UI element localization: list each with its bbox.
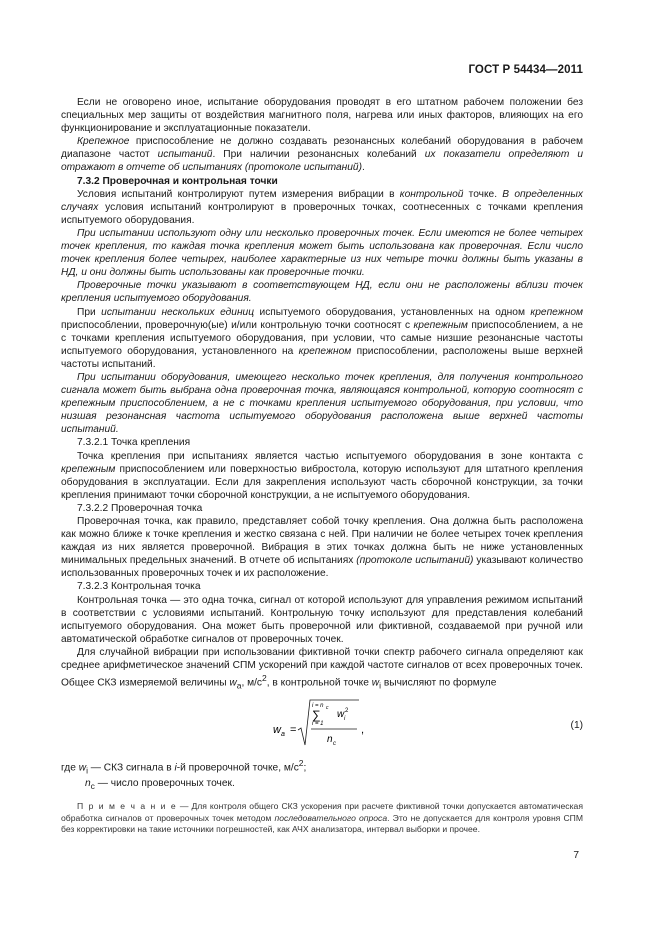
paragraph bbox=[61, 188, 583, 227]
paragraph-italic: При испытании оборудования, имеющего несколько точек крепления, для получения контрольного сигнала может быть выбрана одна проверочная точка, являющаяся контрольной, которую соотносят с крепежным приспособлением, а не с точками крепления испытуемого оборудования, при условии, что низшая резонансная частота испытуемого оборудования расположена выше верхней частоты испытаний. bbox=[61, 371, 583, 436]
italic-text: крепежном bbox=[530, 306, 583, 318]
subscript: a bbox=[236, 680, 242, 691]
text-run: где bbox=[61, 762, 79, 774]
text-run: испытуемого оборудования, установленных на одном bbox=[254, 306, 531, 318]
text-run: приспособлением или поверхностью вибростола, которую используют для штатного крепления оборудования в эксплуатации. Если для закрепления используют часть сборочной конструкции, за точки крепления принимают точки сборочной конструкции, а не испытуемого оборудования. bbox=[61, 463, 583, 501]
italic-text: n bbox=[85, 778, 91, 790]
text-run: Проверочная точка, как правило, представляет собой точку крепления. Она должна быть расположена как можно ближе к точке крепления и жестко связана с ней. При наличии не более четырех точек крепления каждая из них является проверочной. Вибрация в этих точках должна быть не ниже установленных минимальных предельных значений. В отчете об испытаниях bbox=[61, 516, 583, 567]
section-heading-7-3-2: 7.3.2 Проверочная и контрольная точки bbox=[77, 175, 278, 187]
paragraph bbox=[61, 450, 583, 502]
text-run: . bbox=[361, 162, 365, 174]
text-run: ; bbox=[303, 762, 307, 774]
formula-number: (1) bbox=[570, 719, 583, 731]
italic-text: испытании нескольких единиц bbox=[101, 306, 255, 318]
formula-lhs: w bbox=[273, 723, 281, 736]
italic-text: w bbox=[371, 677, 380, 689]
italic-text: i bbox=[174, 762, 177, 774]
note-block bbox=[61, 801, 583, 835]
sum-upper-limit: i = n bbox=[312, 702, 324, 709]
superscript: 2 bbox=[262, 673, 267, 684]
italic-text: w bbox=[78, 762, 87, 774]
italic-text: (протоколе испытаний) bbox=[356, 555, 474, 567]
text-run: Условия испытаний контролируют путем измерения вибрации в bbox=[77, 188, 400, 200]
sum-term-sub: i bbox=[344, 715, 346, 722]
text-run: — Для контроля общего СКЗ ускорения при расчете фиктивной точки допускается автоматическая обработка сигналов от проверочных точек методом bbox=[61, 801, 583, 823]
italic-text: их показатели определяют и отражают в отчете об испытаниях (протоколе испытаний) bbox=[61, 149, 583, 174]
text-run: приспособлении, расположены выше верхней частоты испытаний. bbox=[61, 345, 583, 370]
subscript: i bbox=[379, 680, 381, 691]
italic-text: В определенных случаях bbox=[61, 188, 584, 213]
sum-term: w bbox=[337, 708, 345, 720]
text-run: , в контрольной точке bbox=[266, 677, 372, 689]
legend-line bbox=[61, 757, 583, 778]
italic-text: Крепежное bbox=[77, 136, 130, 148]
denominator: n bbox=[327, 733, 333, 745]
sum-term-sup: 2 bbox=[345, 707, 349, 714]
text-run: -й проверочной точке, м/с bbox=[176, 762, 299, 774]
sum-lower-limit: i = 1 bbox=[312, 720, 324, 727]
text-run: условия испытаний контролируют в проверочных точках, соотнесенных с точками крепления испытуемого оборудования. bbox=[61, 201, 583, 226]
section-heading-7-3-2-1: 7.3.2.1 Точка крепления bbox=[77, 437, 191, 449]
italic-text: контрольной bbox=[399, 188, 464, 200]
text-run: Для случайной вибрации при использовании фиктивной точки спектр рабочего сигнала определяют как среднее арифметическое значений СПМ ускорений при каждой частоте сигналов от всех проверочных точек. Общее СКЗ измеряемой величины bbox=[61, 646, 583, 689]
text-run: . При наличии резонансных колебаний bbox=[212, 149, 425, 161]
text-run: указывают количество использованных проверочных точек и их расположение. bbox=[61, 555, 584, 580]
text-run: приспособлением, а не с точками крепления испытуемого оборудования, при условии, что самые низшие резонансные частоты испытуемого оборудования, установленного на bbox=[61, 319, 583, 357]
text-run: Точка крепления при испытаниях является частью испытуемого оборудования в зоне контакта с bbox=[77, 450, 583, 462]
text-run: точке. bbox=[463, 188, 503, 200]
italic-text: крепежным bbox=[413, 319, 468, 331]
paragraph-italic: Проверочные точки указывают в соответствующем НД, если они не расположены вблизи точек крепления испытуемого оборудования. bbox=[61, 280, 583, 305]
paragraph bbox=[61, 306, 583, 371]
legend-line bbox=[61, 777, 583, 793]
formula-lhs-sub: a bbox=[281, 730, 285, 738]
section-heading-7-3-2-2: 7.3.2.2 Проверочная точка bbox=[77, 502, 203, 514]
paragraph-italic: При испытании используют одну или несколько проверочных точек. Если имеются не более четырех точек крепления, то каждая точка крепления может быть использована как проверочная. Если число точек крепления более четырех, наиболее характерные из них четыре точки должны быть указаны в НД, и они должны быть использованы как проверочные точки. bbox=[61, 227, 583, 279]
formula-1 bbox=[61, 697, 583, 755]
document-body bbox=[61, 96, 583, 836]
sigma-symbol: ∑ bbox=[312, 707, 321, 722]
note-label: П р и м е ч а н и е bbox=[77, 801, 177, 812]
text-run: приспособлении, проверочную(ые) и/или контрольную точки соотносят с bbox=[61, 319, 414, 331]
paragraph bbox=[61, 646, 583, 693]
text-run: При bbox=[77, 306, 102, 318]
formula-legend bbox=[61, 757, 583, 794]
denominator-sub: c bbox=[333, 740, 336, 747]
italic-text: испытаний bbox=[157, 149, 213, 161]
paragraph bbox=[61, 515, 583, 580]
text-run: , м/с bbox=[241, 677, 263, 689]
subscript: c bbox=[90, 781, 95, 792]
formula-equals: = bbox=[290, 723, 297, 736]
italic-text: крепежным bbox=[61, 463, 116, 475]
formula-graphic bbox=[61, 697, 541, 755]
text-run: — число проверочных точек. bbox=[94, 778, 235, 790]
italic-text: последовательного опроса bbox=[274, 812, 388, 823]
section-heading-7-3-2-3: 7.3.2.3 Контрольная точка bbox=[77, 581, 201, 593]
paragraph: Если не оговорено иное, испытание оборудования проводят в его штатном рабочем положении без специальных мер защиты от воздействия магнитного поля, нагрева или иных факторов, влияющих на его функционирование и эксплуатационные показатели. bbox=[61, 97, 583, 135]
paragraph bbox=[61, 135, 583, 174]
paragraph: Контрольная точка — это одна точка, сигнал от которой используют для управления режимом испытаний в соответствии с условиями испытаний. Контрольную точку используют для представления колебаний испытуемого оборудования. Она может быть проверочной или фиктивной, создаваемой при ручной или автоматической обработке сигналов от проверочных точек. bbox=[61, 594, 583, 645]
italic-text: w bbox=[229, 677, 237, 689]
text-run: вычисляют по формуле bbox=[381, 677, 497, 689]
text-run: . Это не допускается для контроля уровня СПМ без корректировки на такие источники погрешностей, как АЧХ анализатора, интервал выборки и прочее. bbox=[61, 812, 584, 835]
formula-comma: , bbox=[361, 723, 365, 736]
document-header: ГОСТ Р 54434—2011 bbox=[468, 64, 583, 76]
page-number: 7 bbox=[573, 850, 579, 861]
text-run: — СКЗ сигнала в bbox=[87, 762, 175, 774]
subscript: i bbox=[86, 765, 88, 776]
text-run: приспособление не должно создавать резонансных колебаний оборудования в рабочем диапазоне частот bbox=[61, 136, 583, 161]
italic-text: крепежном bbox=[298, 345, 352, 357]
superscript: 2 bbox=[298, 757, 304, 768]
sum-upper-limit-sub: c bbox=[326, 704, 329, 711]
